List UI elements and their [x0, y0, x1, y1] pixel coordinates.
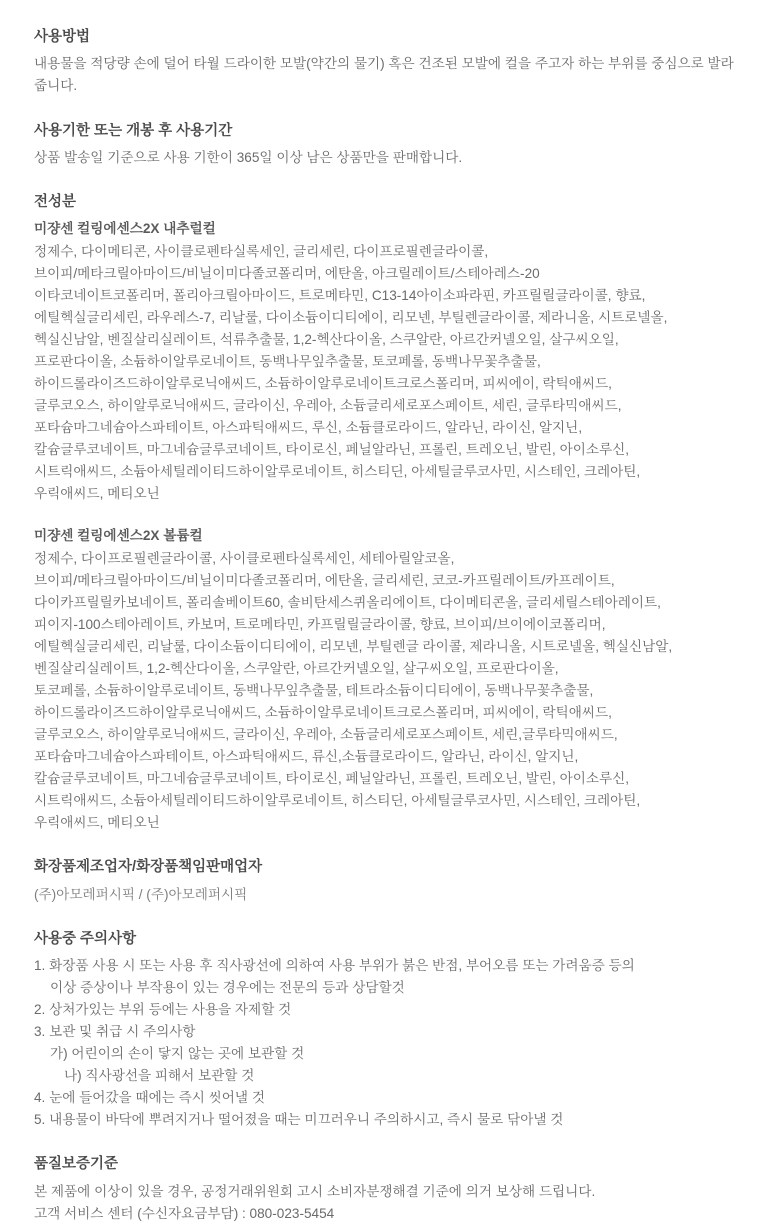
- warranty-line-2: 고객 서비스 센터 (수신자요금부담) : 080-023-5454: [34, 1205, 335, 1221]
- caution-item: 5. 내용물이 바닥에 뿌려지거나 떨어졌을 때는 미끄러우니 주의하시고, 즉시 물로 닦아낼 것: [34, 1112, 564, 1128]
- manufacturer-body: (주)아모레퍼시픽 / (주)아모레퍼시픽: [34, 886, 248, 902]
- warranty-title: 품질보증기준: [34, 1156, 119, 1173]
- product-name-natural-curl: 미쟝센 컬링에센스2X 내추럴컬: [34, 221, 216, 237]
- cautions-list: [34, 955, 746, 1131]
- ingredient-line: 피이지-100스테아레이트, 카보머, 트로메타민, 카프릴릴글라이콜, 향료, 브이피/브이에이코폴리머,: [34, 617, 606, 633]
- ingredient-line: 벤질살리실레이트, 1,2-헥산다이올, 스쿠알란, 아르간커넬오일, 살구씨오일, 프로판다이올,: [34, 661, 559, 677]
- ingredient-block-natural-curl: [34, 218, 746, 505]
- ingredient-line: 에틸헥실글리세린, 리날룰, 다이소듐이디티에이, 리모넨, 부틸렌글 라이콜, 제라니올, 시트로넬올, 헥실신남알,: [34, 639, 673, 655]
- ingredient-line: 우릭애씨드, 메티오닌: [34, 815, 160, 831]
- caution-item: 3. 보관 및 취급 시 주의사항: [34, 1024, 196, 1040]
- ingredient-line: 브이피/메타크릴아마이드/비닐이미다졸코폴리머, 에탄올, 글리세린, 코코-카프릴레이트/카프레이트,: [34, 573, 615, 589]
- caution-item: 2. 상처가있는 부위 등에는 사용을 자제할 것: [34, 1002, 292, 1018]
- cautions-title: 사용중 주의사항: [34, 930, 137, 947]
- ingredient-line: 정제수, 다이메티콘, 사이클로펜타실록세인, 글리세린, 다이프로필렌글라이콜,: [34, 244, 489, 260]
- manufacturer-section: [34, 856, 746, 905]
- ingredient-list-natural-curl: [34, 241, 746, 505]
- caution-item: 이상 증상이나 부작용이 있는 경우에는 전문의 등과 상담할것: [50, 980, 405, 996]
- ingredient-line: 이타코네이트코폴리머, 폴리아크릴아마이드, 트로메타민, C13-14아이소파라핀, 카프릴릴글라이콜, 향료,: [34, 288, 646, 304]
- ingredient-line: 프로판다이올, 소듐하이알루로네이트, 동백나무잎추출물, 토코페롤, 동백나무꽃추출물,: [34, 354, 541, 370]
- ingredient-line: 하이드롤라이즈드하이알루로닉애씨드, 소듐하이알루로네이트크로스폴리머, 피씨에이, 락틱애씨드,: [34, 705, 612, 721]
- ingredient-line: 글루코오스, 하이알루로닉애씨드, 글라이신, 우레아, 소듐글리세로포스페이트, 세린, 글루타믹애씨드,: [34, 398, 622, 414]
- caution-item: 1. 화장품 사용 시 또는 사용 후 직사광선에 의하여 사용 부위가 붉은 반점, 부어오름 또는 가려움증 등의: [34, 958, 635, 974]
- product-name-volume-curl: 미쟝센 컬링에센스2X 볼륨컬: [34, 528, 203, 544]
- ingredient-line: 토코페롤, 소듐하이알루로네이트, 동백나무잎추출물, 테트라소듐이디티에이, 동백나무꽃추출물,: [34, 683, 594, 699]
- ingredient-line: 하이드롤라이즈드하이알루로닉애씨드, 소듐하이알루로네이트크로스폴리머, 피씨에이, 락틱애씨드,: [34, 376, 612, 392]
- ingredient-line: 칼슘글루코네이트, 마그네슘글루코네이트, 타이로신, 페닐알라닌, 프롤린, 트레오닌, 발린, 아이소루신,: [34, 771, 630, 787]
- expiry-section: [34, 120, 746, 169]
- ingredient-line: 포타슘마그네슘아스파테이트, 아스파틱애씨드, 루신, 소듐클로라이드, 알라닌, 라이신, 알지닌,: [34, 420, 583, 436]
- ingredient-line: 시트릭애씨드, 소듐아세틸레이티드하이알루로네이트, 히스티딘, 아세틸글루코사민, 시스테인, 크레아틴,: [34, 464, 641, 480]
- usage-body: 내용물을 적당량 손에 덜어 타월 드라이한 모발(약간의 물기) 혹은 건조된 모발에 컬을 주고자 하는 부위를 중심으로 발라줍니다.: [34, 56, 734, 94]
- ingredient-line: 다이카프릴릴카보네이트, 폴리솔베이트60, 솔비탄세스퀴올리에이트, 다이메티콘올, 글리세릴스테아레이트,: [34, 595, 661, 611]
- ingredient-line: 헥실신남알, 벤질살리실레이트, 석류추출물, 1,2-헥산다이올, 스쿠알란, 아르간커넬오일, 살구씨오일,: [34, 332, 619, 348]
- cautions-section: [34, 928, 746, 1132]
- ingredient-line: 우릭애씨드, 메티오닌: [34, 486, 160, 502]
- usage-section: [34, 26, 746, 98]
- warranty-line-1: 본 제품에 이상이 있을 경우, 공정거래위원회 고시 소비자분쟁해결 기준에 의거 보상해 드립니다.: [34, 1183, 596, 1199]
- ingredient-list-volume-curl: [34, 548, 746, 834]
- warranty-section: [34, 1153, 746, 1225]
- caution-item: 4. 눈에 들어갔을 때에는 즉시 씻어낼 것: [34, 1090, 265, 1106]
- ingredients-title: 전성분: [34, 193, 77, 210]
- ingredient-line: 정제수, 다이프로필렌글라이콜, 사이클로펜타실록세인, 세테아릴알코올,: [34, 551, 455, 567]
- ingredients-section: [34, 191, 746, 834]
- ingredient-line: 브이피/메타크릴아마이드/비닐이미다졸코폴리머, 에탄올, 아크릴레이트/스테아레스-20: [34, 266, 540, 282]
- ingredient-line: 시트릭애씨드, 소듐아세틸레이티드하이알루로네이트, 히스티딘, 아세틸글루코사민, 시스테인, 크레아틴,: [34, 793, 641, 809]
- ingredient-line: 포타슘마그네슘아스파테이트, 아스파틱애씨드, 류신,소듐클로라이드, 알라닌, 라이신, 알지닌,: [34, 749, 579, 765]
- caution-item: 나) 직사광선을 피해서 보관할 것: [64, 1068, 255, 1084]
- expiry-body: 상품 발송일 기준으로 사용 기한이 365일 이상 남은 상품만을 판매합니다.: [34, 149, 463, 165]
- usage-title: 사용방법: [34, 29, 91, 45]
- ingredient-line: 칼슘글루코네이트, 마그네슘글루코네이트, 타이로신, 페닐알라닌, 프롤린, 트레오닌, 발린, 아이소루신,: [34, 442, 630, 458]
- expiry-title: 사용기한 또는 개봉 후 사용기간: [34, 122, 233, 139]
- ingredient-line: 글루코오스, 하이알루로닉애씨드, 글라이신, 우레아, 소듐글리세로포스페이트, 세린,글루타믹애씨드,: [34, 727, 618, 743]
- ingredient-block-volume-curl: [34, 525, 746, 834]
- manufacturer-title: 화장품제조업자/화장품책임판매업자: [34, 859, 263, 876]
- caution-item: 가) 어린이의 손이 닿지 않는 곳에 보관할 것: [50, 1046, 305, 1062]
- ingredient-line: 에틸헥실글리세린, 라우레스-7, 리날룰, 다이소듐이디티에이, 리모넨, 부틸렌글라이콜, 제라니올, 시트로넬올,: [34, 310, 668, 326]
